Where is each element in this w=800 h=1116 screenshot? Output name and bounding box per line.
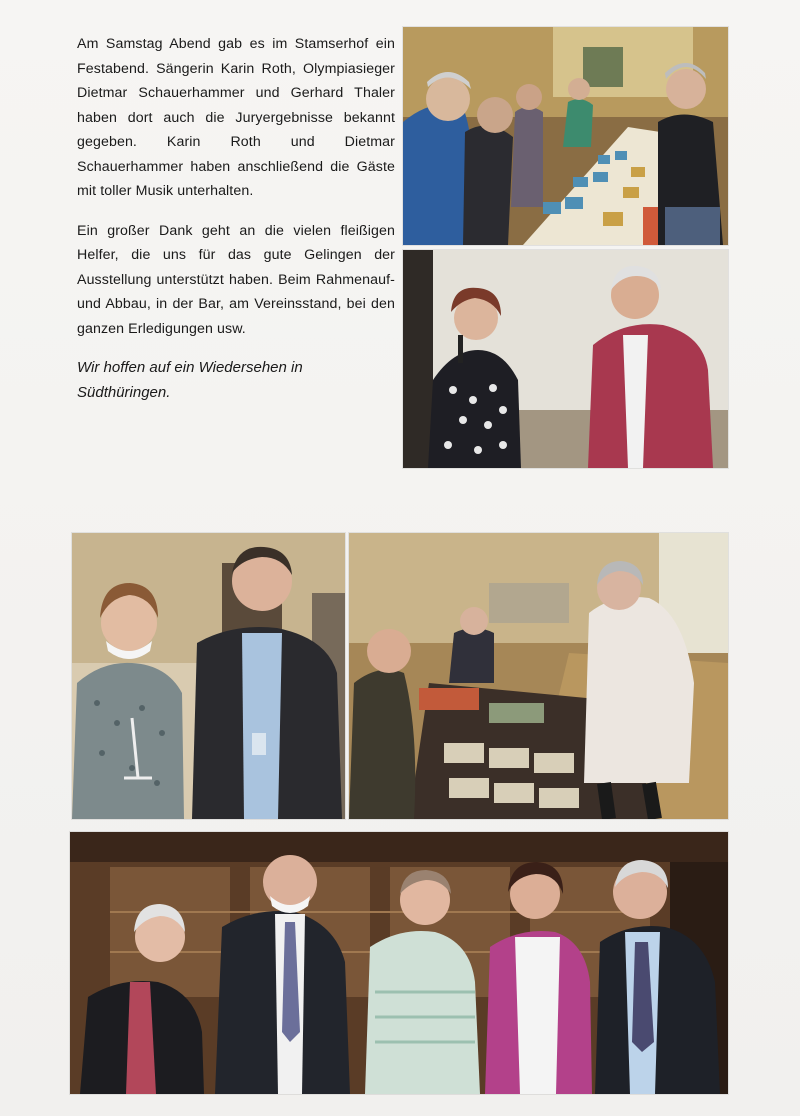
photo-stamp-tables bbox=[349, 533, 728, 819]
paragraph-festabend: Am Samstag Abend gab es im Stamserhof ein Festabend. Sängerin Karin Roth, Olympiasieger Dietmar Schauerhammer und Gerhard Thaler haben dort auch die Juryergebnisse bekannt gegeben. Karin Roth und Dietmar Schauerhammer haben anschließend die Gäste mit toller Musik unterhalten. bbox=[77, 36, 395, 199]
photo-couple-wine bbox=[72, 533, 345, 819]
photo-singers-microphone bbox=[403, 250, 728, 468]
closing-line: Wir hoffen auf ein Wiedersehen in Südthüringen. bbox=[77, 359, 303, 401]
photo-exhibition-table bbox=[403, 27, 728, 245]
text-column bbox=[77, 32, 395, 405]
photo-group-bar bbox=[70, 832, 728, 1094]
paragraph-thanks: Ein großer Dank geht an die vielen fleißigen Helfer, die uns für das gute Gelingen der Ausstellung unterstützt haben. Beim Rahmenauf- und Abbau, in der Bar, am Vereinsstand, bei den ganzen Erledigungen usw. bbox=[77, 222, 395, 337]
